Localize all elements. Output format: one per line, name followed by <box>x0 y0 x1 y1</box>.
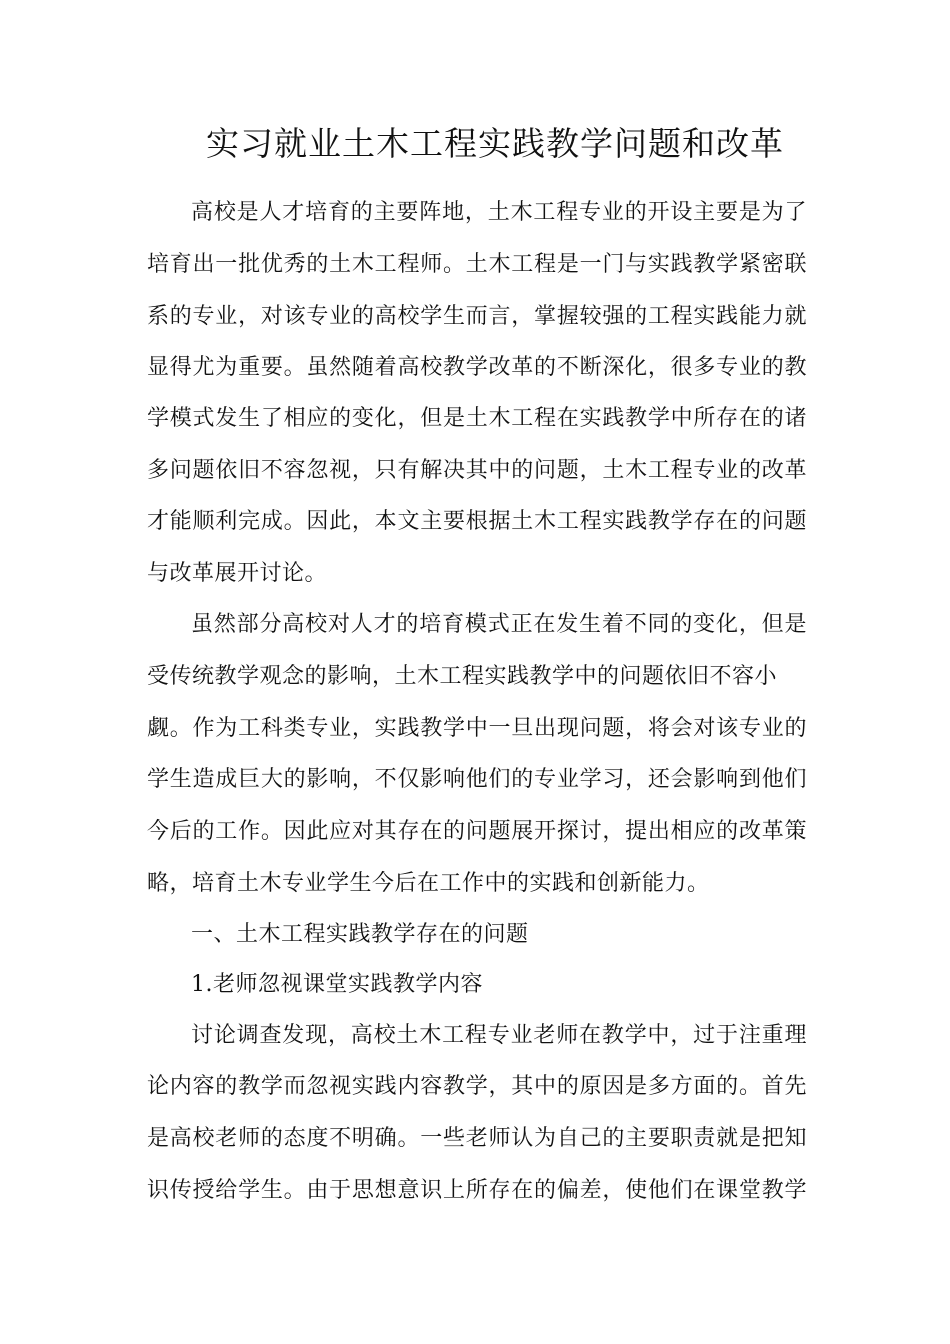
paragraph-line: 一、土木工程实践教学存在的问题 <box>191 922 529 947</box>
paragraph-line: 觑。作为工科类专业，实践教学中一旦出现问题，将会对该专业的 <box>147 716 807 741</box>
paragraph-line: 1.老师忽视课堂实践教学内容 <box>191 972 483 997</box>
paragraph-line: 系的专业，对该专业的高校学生而言，掌握较强的工程实践能力就 <box>147 304 807 329</box>
paragraph-line: 虽然部分高校对人才的培育模式正在发生着不同的变化，但是 <box>191 612 807 637</box>
paragraph-line: 今后的工作。因此应对其存在的问题展开探讨，提出相应的改革策 <box>147 819 807 844</box>
paragraph-line: 略，培育土木专业学生今后在工作中的实践和创新能力。 <box>147 871 710 896</box>
paragraph-line: 学模式发生了相应的变化，但是土木工程在实践教学中所存在的诸 <box>147 406 807 431</box>
paragraph-line: 与改革展开讨论。 <box>147 561 328 586</box>
paragraph-line: 讨论调查发现，高校土木工程专业老师在教学中，过于注重理 <box>191 1023 807 1048</box>
paragraph-line: 学生造成巨大的影响，不仅影响他们的专业学习，还会影响到他们 <box>147 767 807 792</box>
paragraph-line: 才能顺利完成。因此，本文主要根据土木工程实践教学存在的问题 <box>147 509 807 534</box>
paragraph-line: 显得尤为重要。虽然随着高校教学改革的不断深化，很多专业的教 <box>147 355 807 380</box>
paragraph-line: 受传统教学观念的影响，土木工程实践教学中的问题依旧不容小 <box>147 664 778 689</box>
paragraph-line: 论内容的教学而忽视实践内容教学，其中的原因是多方面的。首先 <box>147 1074 807 1099</box>
paragraph-line: 是高校老师的态度不明确。一些老师认为自己的主要职责就是把知 <box>147 1126 807 1151</box>
paragraph-line: 识传授给学生。由于思想意识上所存在的偏差，使他们在课堂教学 <box>147 1178 807 1203</box>
document-title: 实习就业土木工程实践教学问题和改革 <box>206 124 784 163</box>
paragraph-line: 多问题依旧不容忽视，只有解决其中的问题，土木工程专业的改革 <box>147 458 807 483</box>
paragraph-line: 培育出一批优秀的土木工程师。土木工程是一门与实践教学紧密联 <box>147 252 807 277</box>
paragraph-line: 高校是人才培育的主要阵地，土木工程专业的开设主要是为了 <box>191 200 807 225</box>
